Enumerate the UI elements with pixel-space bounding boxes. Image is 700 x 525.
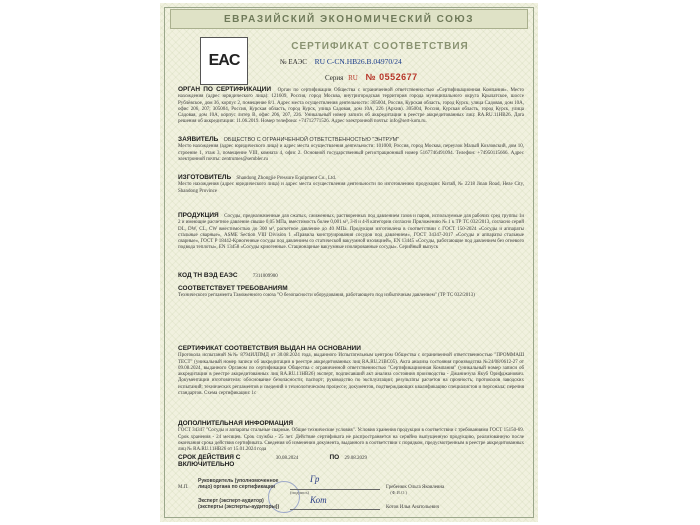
head-fio-hint: (Ф.И.О.) — [390, 490, 408, 495]
validity-to-label: ПО — [329, 454, 340, 461]
eac-logo-text: EAC — [208, 52, 240, 69]
tnved-heading: КОД ТН ВЭД ЕАЭС — [178, 272, 238, 279]
expert-label: Эксперт (эксперт-аудитор) (эксперты (эксперты-аудиторы)) — [198, 498, 280, 510]
manufacturer-heading: ИЗГОТОВИТЕЛЬ — [178, 174, 232, 181]
additional-info-section — [178, 421, 524, 453]
validity-heading: СРОК ДЕЙСТВИЯ С — [178, 454, 241, 461]
certificate-number-label: № ЕАЭС — [280, 58, 307, 66]
series-code: RU — [348, 74, 358, 82]
validity-from: 30.08.2024 — [275, 456, 299, 461]
mp-label: М.П. — [178, 485, 189, 490]
series-number: № 0552677 — [365, 72, 418, 82]
basis-text: Протокола испытаний №№ 8794ИЛПМД от 30.08.2024 года, выданного Испытательным центром Общества с ограниченной ответственностью "ПРОММАШ ТЕСТ" (уникальный номер записи об аккредитации в реестре аккредитованных лиц RA.RU.21ВС05). Акта анализа состояния производства №24/08/0612-27 от 09.08.2024, выданного Органом по сертификации Общества с ограниченной ответственностью "Сертификационная Компания" (уникальный номер записи об аккредитации в реестре аккредитованных лиц RA.RU.11НВ26) эксперт, подписавший акт анализа состояния производства - Джаниезуза Якуб Орифджанович. Документации изготовителя: обоснование безопасности; паспорт; руководство по эксплуатации; результаты расчетов на прочность; протоколов заводских испытаний; технических регламентов и сведений о технологическом процессе; документов, подтверждающих квалификацию специалистов и персонала; перечня стандартов. Схема сертификации: 1с — [178, 353, 524, 397]
series-row — [325, 72, 418, 82]
basis-section — [178, 346, 524, 418]
validity-row — [178, 454, 524, 468]
product-heading: ПРОДУКЦИЯ — [178, 212, 219, 219]
product-section — [178, 213, 524, 271]
manufacturer-section — [178, 175, 524, 203]
additional-info-text: ГОСТ 34347 "Сосуды и аппараты стальные сварные. Общие технические условия". Условия хранения продукции в соответствии с требованиями ГОСТ 15150-69. Срок хранения - 24 месяцев. Срок службы - 25 лет. Действие сертификата не распространяется на серийно выпущенную продукцию, реализованную после окончания срока действия сертификата. Сведения об изменении документа, выданного в соответствии с порядком, предусмотренным в реестре аккредитованных лиц № RA.RU.11НВ26 от 15.01.2024 года — [178, 428, 524, 453]
expert-name: Котов Илья Анатольевич — [386, 505, 440, 510]
compliance-text: Технического регламента Таможенного союза "О безопасности оборудования, работающего под избыточным давлением" (ТР ТС 032/2013) — [178, 293, 475, 299]
compliance-heading: СООТВЕТСТВУЕТ ТРЕБОВАНИЯМ — [178, 285, 288, 292]
certificate-number-row — [280, 57, 402, 66]
manufacturer-text: Место нахождения (адрес юридического лица) и адрес места осуществления деятельности по изготовлению продукции: Китай, № 2218 Jinan Road, Heze City, Shandong Province — [178, 182, 524, 194]
manufacturer-name: Shandong Zhongjie Pressure Equipment Co., Ltd. — [236, 176, 337, 181]
validity-inclusive: ВКЛЮЧИТЕЛЬНО — [178, 461, 235, 468]
tnved-section — [178, 273, 524, 282]
head-signature: Гр — [310, 474, 320, 484]
expert-signature-block — [178, 498, 524, 510]
certificate-title: СЕРТИФИКАТ СООТВЕТСТВИЯ — [291, 41, 469, 52]
head-sign-hint: (подпись) — [290, 490, 310, 495]
head-signature-block — [178, 478, 524, 495]
applicant-section — [178, 137, 524, 173]
tnved-code: 7311009900 — [252, 274, 278, 279]
basis-heading: СЕРТИФИКАТ СООТВЕТСТВИЯ ВЫДАН НА ОСНОВАНИИ — [178, 345, 361, 352]
certification-body-text: Орган по сертификации Общества с ограниченной ответственностью «Сертификационная Компания». Место нахождения (адрес юридического лица): 121609, Россия, город Москва, внутригородская территория города муниципального округа Крылатское, шоссе Рублёвское, дом 36, корпус 2, помещение 8/1. Адрес места осуществления деятельности: 305004, Россия, Курская область, город Курск, улица Садовая, дом 10А, офис 206, 207; 305004, Россия, Курская область, город Курск, улица Садовая, дом 10А, 226 (Архив). 305004, Россия, Курская область, город Курск, улица Садовая, дом 10А, корпус литер В, офис 206, 207, 226. Уникальный номер записи об аккредитации в реестре аккредитованных лиц: RA.RU.11НВ26. Дата решения об аккредитации: 11.06.2019. Номер телефона: +74712771526. Адрес электронной почты: info@sert-kom.ru. — [178, 88, 525, 125]
expert-signature: Кот — [310, 495, 327, 505]
applicant-name: ОБЩЕСТВО С ОГРАНИЧЕННОЙ ОТВЕТСТВЕННОСТЬЮ "ЭНТРУМ" — [223, 137, 400, 143]
certificate-sheet — [160, 3, 538, 522]
applicant-text: Место нахождения (адрес юридического лица) и адрес места осуществления деятельности: 101000, Россия, город Москва, переулок Малый Козловский, дом 10, строение 1, этаж 3, помещение VIII, комната 4, офис 2. Основной государственный регистрационный номер 5167746491094. Телефон: +74950115666. Адрес электронной почты: zentrumes@sembler.ru — [178, 144, 524, 162]
head-label: Руководитель (уполномоченное лицо) органа по сертификации — [198, 478, 279, 490]
eac-logo — [200, 37, 248, 85]
certificate-number: RU С-CN.НВ26.В.04970/24 — [314, 57, 402, 66]
head-name: Гребенюк Ольга Яковлевна — [386, 485, 445, 490]
expert-signature-line — [290, 502, 380, 510]
compliance-section — [178, 286, 524, 310]
union-header: ЕВРАЗИЙСКИЙ ЭКОНОМИЧЕСКИЙ СОЮЗ — [170, 9, 528, 29]
head-signature-line — [290, 482, 380, 490]
additional-info-heading: ДОПОЛНИТЕЛЬНАЯ ИНФОРМАЦИЯ — [178, 420, 294, 427]
certification-body-section — [178, 87, 524, 135]
certification-body-heading: ОРГАН ПО СЕРТИФИКАЦИИ — [178, 86, 272, 93]
validity-to: 29.08.2029 — [344, 456, 367, 461]
series-label: Серия — [325, 74, 344, 82]
applicant-heading: ЗАЯВИТЕЛЬ — [178, 136, 219, 143]
product-text: Сосуды, предназначенные для сжатых, сжиженных, растворенных под давлением газов и паров, используемые для рабочих сред группы 1и 2 и имеющие расчетное давление свыше 0,05 МПа, вместимость более 0,001 м³, 3-й и 4-й категории согласно Приложению № 1 к ТР ТС 032/2013, согласно серий DL, DW, CL, CW вместимостью до 300 м³, расчетное давление до 40 МПа. Продукция изготовлена в соответствии с ГОСТ 150-2024 «Сосуды и аппараты стальные сварные», ASME Section VIII Division 1 «Правила конструирования сосудов под давлением», ГОСТ 34347-2017 «Сосуды и аппараты стальные сварные», ГОСТ Р 18442-Криогенные сосуды под давлением со статической вакуумной изоляцией», EN 13445 «Сосуды, работающие под давлением без огневого подвода теплоты», EN 13458 «Сосуды криогенные. Стационарные вакуумные изолированные сосуды». Серийный выпуск — [178, 214, 525, 251]
